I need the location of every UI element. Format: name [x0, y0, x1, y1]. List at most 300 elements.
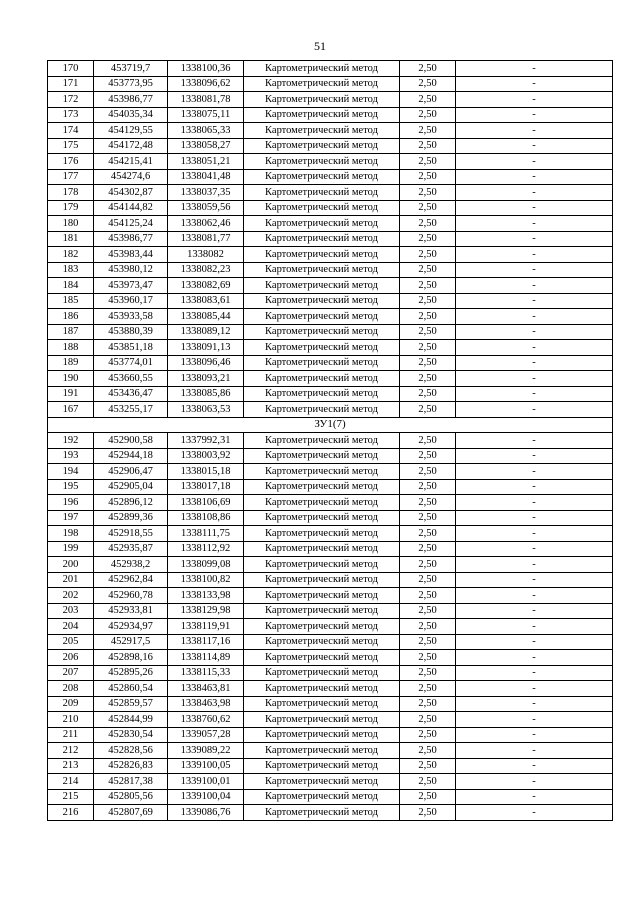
- y-coordinate-cell: 1339100,04: [168, 789, 244, 805]
- table-row: [48, 541, 613, 557]
- point-number-cell: 214: [48, 774, 94, 790]
- accuracy-cell: 2,50: [400, 231, 456, 247]
- accuracy-cell: 2,50: [400, 185, 456, 201]
- accuracy-cell: 2,50: [400, 758, 456, 774]
- y-coordinate-cell: 1338089,12: [168, 324, 244, 340]
- note-cell: -: [456, 464, 613, 480]
- method-cell: Картометрический метод: [244, 495, 400, 511]
- method-cell: Картометрический метод: [244, 448, 400, 464]
- note-cell: -: [456, 138, 613, 154]
- method-cell: Картометрический метод: [244, 324, 400, 340]
- method-cell: Картометрический метод: [244, 262, 400, 278]
- table-row: [48, 774, 613, 790]
- x-coordinate-cell: 452960,78: [94, 588, 168, 604]
- table-row: [48, 107, 613, 123]
- y-coordinate-cell: 1338081,78: [168, 92, 244, 108]
- accuracy-cell: 2,50: [400, 262, 456, 278]
- method-cell: Картометрический метод: [244, 634, 400, 650]
- point-number-cell: 196: [48, 495, 94, 511]
- note-cell: -: [456, 727, 613, 743]
- method-cell: Картометрический метод: [244, 200, 400, 216]
- x-coordinate-cell: 452917,5: [94, 634, 168, 650]
- y-coordinate-cell: 1339089,22: [168, 743, 244, 759]
- point-number-cell: 192: [48, 433, 94, 449]
- method-cell: Картометрический метод: [244, 371, 400, 387]
- table-row: [48, 138, 613, 154]
- table-row: [48, 92, 613, 108]
- accuracy-cell: 2,50: [400, 696, 456, 712]
- table-row: [48, 371, 613, 387]
- accuracy-cell: 2,50: [400, 495, 456, 511]
- accuracy-cell: 2,50: [400, 107, 456, 123]
- x-coordinate-cell: 453986,77: [94, 231, 168, 247]
- note-cell: -: [456, 743, 613, 759]
- table-row: [48, 448, 613, 464]
- x-coordinate-cell: 452935,87: [94, 541, 168, 557]
- table-row: [48, 433, 613, 449]
- x-coordinate-cell: 453774,01: [94, 355, 168, 371]
- y-coordinate-cell: 1339057,28: [168, 727, 244, 743]
- x-coordinate-cell: 454172,48: [94, 138, 168, 154]
- accuracy-cell: 2,50: [400, 619, 456, 635]
- x-coordinate-cell: 454274,6: [94, 169, 168, 185]
- note-cell: -: [456, 231, 613, 247]
- point-number-cell: 200: [48, 557, 94, 573]
- note-cell: -: [456, 355, 613, 371]
- table-row: [48, 61, 613, 77]
- x-coordinate-cell: 452859,57: [94, 696, 168, 712]
- y-coordinate-cell: 1338117,16: [168, 634, 244, 650]
- x-coordinate-cell: 454035,34: [94, 107, 168, 123]
- table-row: [48, 169, 613, 185]
- method-cell: Картометрический метод: [244, 712, 400, 728]
- y-coordinate-cell: 1338081,77: [168, 231, 244, 247]
- y-coordinate-cell: 1338082,23: [168, 262, 244, 278]
- accuracy-cell: 2,50: [400, 789, 456, 805]
- x-coordinate-cell: 454215,41: [94, 154, 168, 170]
- x-coordinate-cell: 453773,95: [94, 76, 168, 92]
- point-number-cell: 174: [48, 123, 94, 139]
- point-number-cell: 207: [48, 665, 94, 681]
- y-coordinate-cell: 1338003,92: [168, 448, 244, 464]
- note-cell: -: [456, 92, 613, 108]
- coordinates-table: [47, 60, 613, 821]
- method-cell: Картометрический метод: [244, 619, 400, 635]
- method-cell: Картометрический метод: [244, 541, 400, 557]
- y-coordinate-cell: 1338075,11: [168, 107, 244, 123]
- y-coordinate-cell: 1337992,31: [168, 433, 244, 449]
- x-coordinate-cell: 453980,12: [94, 262, 168, 278]
- note-cell: -: [456, 123, 613, 139]
- y-coordinate-cell: 1338112,92: [168, 541, 244, 557]
- table-row: [48, 712, 613, 728]
- method-cell: Картометрический метод: [244, 650, 400, 666]
- x-coordinate-cell: 453851,18: [94, 340, 168, 356]
- table-row: [48, 247, 613, 263]
- table-row: [48, 510, 613, 526]
- x-coordinate-cell: 452898,16: [94, 650, 168, 666]
- note-cell: -: [456, 340, 613, 356]
- y-coordinate-cell: 1338111,75: [168, 526, 244, 542]
- note-cell: -: [456, 185, 613, 201]
- note-cell: -: [456, 572, 613, 588]
- point-number-cell: 197: [48, 510, 94, 526]
- accuracy-cell: 2,50: [400, 665, 456, 681]
- accuracy-cell: 2,50: [400, 650, 456, 666]
- table-row: [48, 681, 613, 697]
- y-coordinate-cell: 1338058,27: [168, 138, 244, 154]
- point-number-cell: 211: [48, 727, 94, 743]
- method-cell: Картометрический метод: [244, 154, 400, 170]
- method-cell: Картометрический метод: [244, 293, 400, 309]
- method-cell: Картометрический метод: [244, 355, 400, 371]
- note-cell: -: [456, 402, 613, 418]
- note-cell: -: [456, 154, 613, 170]
- method-cell: Картометрический метод: [244, 479, 400, 495]
- point-number-cell: 183: [48, 262, 94, 278]
- note-cell: -: [456, 805, 613, 821]
- note-cell: -: [456, 247, 613, 263]
- table-row: [48, 727, 613, 743]
- table-row: [48, 293, 613, 309]
- table-row: [48, 634, 613, 650]
- accuracy-cell: 2,50: [400, 200, 456, 216]
- y-coordinate-cell: 1338106,69: [168, 495, 244, 511]
- point-number-cell: 205: [48, 634, 94, 650]
- method-cell: Картометрический метод: [244, 107, 400, 123]
- table-row: [48, 479, 613, 495]
- point-number-cell: 177: [48, 169, 94, 185]
- note-cell: -: [456, 495, 613, 511]
- method-cell: Картометрический метод: [244, 774, 400, 790]
- point-number-cell: 173: [48, 107, 94, 123]
- accuracy-cell: 2,50: [400, 92, 456, 108]
- table-row: [48, 495, 613, 511]
- table-row: [48, 154, 613, 170]
- accuracy-cell: 2,50: [400, 572, 456, 588]
- accuracy-cell: 2,50: [400, 743, 456, 759]
- table-row: [48, 557, 613, 573]
- method-cell: Картометрический метод: [244, 76, 400, 92]
- y-coordinate-cell: 1338096,62: [168, 76, 244, 92]
- note-cell: -: [456, 712, 613, 728]
- y-coordinate-cell: 1338093,21: [168, 371, 244, 387]
- accuracy-cell: 2,50: [400, 681, 456, 697]
- method-cell: Картометрический метод: [244, 572, 400, 588]
- table-row: [48, 309, 613, 325]
- accuracy-cell: 2,50: [400, 510, 456, 526]
- y-coordinate-cell: 1338100,82: [168, 572, 244, 588]
- table-row: [48, 743, 613, 759]
- method-cell: Картометрический метод: [244, 588, 400, 604]
- x-coordinate-cell: 452934,97: [94, 619, 168, 635]
- point-number-cell: 180: [48, 216, 94, 232]
- x-coordinate-cell: 452896,12: [94, 495, 168, 511]
- accuracy-cell: 2,50: [400, 402, 456, 418]
- point-number-cell: 194: [48, 464, 94, 480]
- table-row: [48, 650, 613, 666]
- method-cell: Картометрический метод: [244, 510, 400, 526]
- note-cell: -: [456, 107, 613, 123]
- table-row: [48, 696, 613, 712]
- method-cell: Картометрический метод: [244, 758, 400, 774]
- point-number-cell: 203: [48, 603, 94, 619]
- y-coordinate-cell: 1339086,76: [168, 805, 244, 821]
- method-cell: Картометрический метод: [244, 61, 400, 77]
- y-coordinate-cell: 1338041,48: [168, 169, 244, 185]
- accuracy-cell: 2,50: [400, 293, 456, 309]
- point-number-cell: 213: [48, 758, 94, 774]
- accuracy-cell: 2,50: [400, 355, 456, 371]
- method-cell: Картометрический метод: [244, 309, 400, 325]
- table-row: [48, 464, 613, 480]
- x-coordinate-cell: 452826,83: [94, 758, 168, 774]
- note-cell: -: [456, 216, 613, 232]
- y-coordinate-cell: 1338091,13: [168, 340, 244, 356]
- method-cell: Картометрический метод: [244, 681, 400, 697]
- method-cell: Картометрический метод: [244, 216, 400, 232]
- point-number-cell: 202: [48, 588, 94, 604]
- y-coordinate-cell: 1338082: [168, 247, 244, 263]
- y-coordinate-cell: 1339100,01: [168, 774, 244, 790]
- table-row: [48, 123, 613, 139]
- x-coordinate-cell: 452817,38: [94, 774, 168, 790]
- note-cell: -: [456, 479, 613, 495]
- table-row: [48, 355, 613, 371]
- point-number-cell: 171: [48, 76, 94, 92]
- accuracy-cell: 2,50: [400, 123, 456, 139]
- point-number-cell: 188: [48, 340, 94, 356]
- table-row: [48, 216, 613, 232]
- method-cell: Картометрический метод: [244, 665, 400, 681]
- method-cell: Картометрический метод: [244, 805, 400, 821]
- y-coordinate-cell: 1338108,86: [168, 510, 244, 526]
- y-coordinate-cell: 1338063,53: [168, 402, 244, 418]
- x-coordinate-cell: 452830,54: [94, 727, 168, 743]
- point-number-cell: 184: [48, 278, 94, 294]
- table-row: [48, 603, 613, 619]
- y-coordinate-cell: 1338017,18: [168, 479, 244, 495]
- table-row: [48, 340, 613, 356]
- note-cell: -: [456, 665, 613, 681]
- table-row: [48, 789, 613, 805]
- note-cell: -: [456, 262, 613, 278]
- method-cell: Картометрический метод: [244, 526, 400, 542]
- x-coordinate-cell: 453255,17: [94, 402, 168, 418]
- y-coordinate-cell: 1338059,56: [168, 200, 244, 216]
- x-coordinate-cell: 454129,55: [94, 123, 168, 139]
- table-row: [48, 278, 613, 294]
- x-coordinate-cell: 452844,99: [94, 712, 168, 728]
- note-cell: -: [456, 588, 613, 604]
- method-cell: Картометрический метод: [244, 92, 400, 108]
- point-number-cell: 209: [48, 696, 94, 712]
- x-coordinate-cell: 454144,82: [94, 200, 168, 216]
- y-coordinate-cell: 1338015,18: [168, 464, 244, 480]
- note-cell: -: [456, 758, 613, 774]
- y-coordinate-cell: 1338051,21: [168, 154, 244, 170]
- note-cell: -: [456, 696, 613, 712]
- x-coordinate-cell: 453436,47: [94, 386, 168, 402]
- note-cell: -: [456, 386, 613, 402]
- point-number-cell: 178: [48, 185, 94, 201]
- accuracy-cell: 2,50: [400, 371, 456, 387]
- note-cell: -: [456, 200, 613, 216]
- point-number-cell: 190: [48, 371, 94, 387]
- method-cell: Картометрический метод: [244, 340, 400, 356]
- note-cell: -: [456, 650, 613, 666]
- method-cell: Картометрический метод: [244, 123, 400, 139]
- y-coordinate-cell: 1338085,86: [168, 386, 244, 402]
- note-cell: -: [456, 541, 613, 557]
- point-number-cell: 210: [48, 712, 94, 728]
- note-cell: -: [456, 324, 613, 340]
- y-coordinate-cell: 1338096,46: [168, 355, 244, 371]
- accuracy-cell: 2,50: [400, 712, 456, 728]
- x-coordinate-cell: 452962,84: [94, 572, 168, 588]
- table-row: [48, 231, 613, 247]
- y-coordinate-cell: 1338463,98: [168, 696, 244, 712]
- x-coordinate-cell: 452944,18: [94, 448, 168, 464]
- table-row: [48, 665, 613, 681]
- table-row: [48, 758, 613, 774]
- x-coordinate-cell: 453880,39: [94, 324, 168, 340]
- method-cell: Картометрический метод: [244, 557, 400, 573]
- coordinates-table-body: [48, 61, 613, 821]
- table-row: [48, 572, 613, 588]
- point-number-cell: 216: [48, 805, 94, 821]
- method-cell: Картометрический метод: [244, 278, 400, 294]
- note-cell: -: [456, 61, 613, 77]
- note-cell: -: [456, 510, 613, 526]
- note-cell: -: [456, 309, 613, 325]
- accuracy-cell: 2,50: [400, 634, 456, 650]
- point-number-cell: 187: [48, 324, 94, 340]
- accuracy-cell: 2,50: [400, 247, 456, 263]
- x-coordinate-cell: 452933,81: [94, 603, 168, 619]
- point-number-cell: 201: [48, 572, 94, 588]
- accuracy-cell: 2,50: [400, 433, 456, 449]
- x-coordinate-cell: 452860,54: [94, 681, 168, 697]
- page-number: 51: [314, 39, 326, 53]
- y-coordinate-cell: 1338085,44: [168, 309, 244, 325]
- table-row: [48, 619, 613, 635]
- table-row: [48, 324, 613, 340]
- method-cell: Картометрический метод: [244, 247, 400, 263]
- x-coordinate-cell: 452900,58: [94, 433, 168, 449]
- x-coordinate-cell: 452828,56: [94, 743, 168, 759]
- x-coordinate-cell: 452918,55: [94, 526, 168, 542]
- accuracy-cell: 2,50: [400, 448, 456, 464]
- accuracy-cell: 2,50: [400, 541, 456, 557]
- y-coordinate-cell: 1338114,89: [168, 650, 244, 666]
- x-coordinate-cell: 452805,56: [94, 789, 168, 805]
- y-coordinate-cell: 1338129,98: [168, 603, 244, 619]
- method-cell: Картометрический метод: [244, 696, 400, 712]
- point-number-cell: 199: [48, 541, 94, 557]
- x-coordinate-cell: 453933,58: [94, 309, 168, 325]
- method-cell: Картометрический метод: [244, 169, 400, 185]
- x-coordinate-cell: 453986,77: [94, 92, 168, 108]
- accuracy-cell: 2,50: [400, 309, 456, 325]
- y-coordinate-cell: 1338062,46: [168, 216, 244, 232]
- accuracy-cell: 2,50: [400, 340, 456, 356]
- x-coordinate-cell: 453719,7: [94, 61, 168, 77]
- y-coordinate-cell: 1338065,33: [168, 123, 244, 139]
- note-cell: -: [456, 634, 613, 650]
- x-coordinate-cell: 452899,36: [94, 510, 168, 526]
- x-coordinate-cell: 453660,55: [94, 371, 168, 387]
- accuracy-cell: 2,50: [400, 464, 456, 480]
- accuracy-cell: 2,50: [400, 386, 456, 402]
- x-coordinate-cell: 454302,87: [94, 185, 168, 201]
- note-cell: -: [456, 293, 613, 309]
- method-cell: Картометрический метод: [244, 603, 400, 619]
- point-number-cell: 215: [48, 789, 94, 805]
- note-cell: -: [456, 448, 613, 464]
- section-heading: ЗУ1(7): [48, 417, 613, 433]
- x-coordinate-cell: 452938,2: [94, 557, 168, 573]
- x-coordinate-cell: 454125,24: [94, 216, 168, 232]
- y-coordinate-cell: 1338099,08: [168, 557, 244, 573]
- point-number-cell: 172: [48, 92, 94, 108]
- accuracy-cell: 2,50: [400, 216, 456, 232]
- accuracy-cell: 2,50: [400, 278, 456, 294]
- point-number-cell: 186: [48, 309, 94, 325]
- accuracy-cell: 2,50: [400, 526, 456, 542]
- note-cell: -: [456, 774, 613, 790]
- note-cell: -: [456, 278, 613, 294]
- table-row: [48, 526, 613, 542]
- accuracy-cell: 2,50: [400, 61, 456, 77]
- table-row: [48, 262, 613, 278]
- x-coordinate-cell: 452895,26: [94, 665, 168, 681]
- point-number-cell: 176: [48, 154, 94, 170]
- method-cell: Картометрический метод: [244, 231, 400, 247]
- point-number-cell: 167: [48, 402, 94, 418]
- note-cell: -: [456, 603, 613, 619]
- y-coordinate-cell: 1338037,35: [168, 185, 244, 201]
- table-row: [48, 200, 613, 216]
- y-coordinate-cell: 1338100,36: [168, 61, 244, 77]
- table-row: [48, 402, 613, 418]
- y-coordinate-cell: 1338119,91: [168, 619, 244, 635]
- method-cell: Картометрический метод: [244, 138, 400, 154]
- x-coordinate-cell: 452807,69: [94, 805, 168, 821]
- accuracy-cell: 2,50: [400, 557, 456, 573]
- point-number-cell: 179: [48, 200, 94, 216]
- point-number-cell: 181: [48, 231, 94, 247]
- table-row: [48, 588, 613, 604]
- accuracy-cell: 2,50: [400, 588, 456, 604]
- table-row: [48, 386, 613, 402]
- section-heading-row: [48, 417, 613, 433]
- point-number-cell: 185: [48, 293, 94, 309]
- y-coordinate-cell: 1338115,33: [168, 665, 244, 681]
- note-cell: -: [456, 557, 613, 573]
- note-cell: -: [456, 789, 613, 805]
- table-row: [48, 805, 613, 821]
- point-number-cell: 204: [48, 619, 94, 635]
- y-coordinate-cell: 1338133,98: [168, 588, 244, 604]
- table-row: [48, 185, 613, 201]
- accuracy-cell: 2,50: [400, 324, 456, 340]
- accuracy-cell: 2,50: [400, 603, 456, 619]
- method-cell: Картометрический метод: [244, 386, 400, 402]
- note-cell: -: [456, 619, 613, 635]
- method-cell: Картометрический метод: [244, 433, 400, 449]
- x-coordinate-cell: 453983,44: [94, 247, 168, 263]
